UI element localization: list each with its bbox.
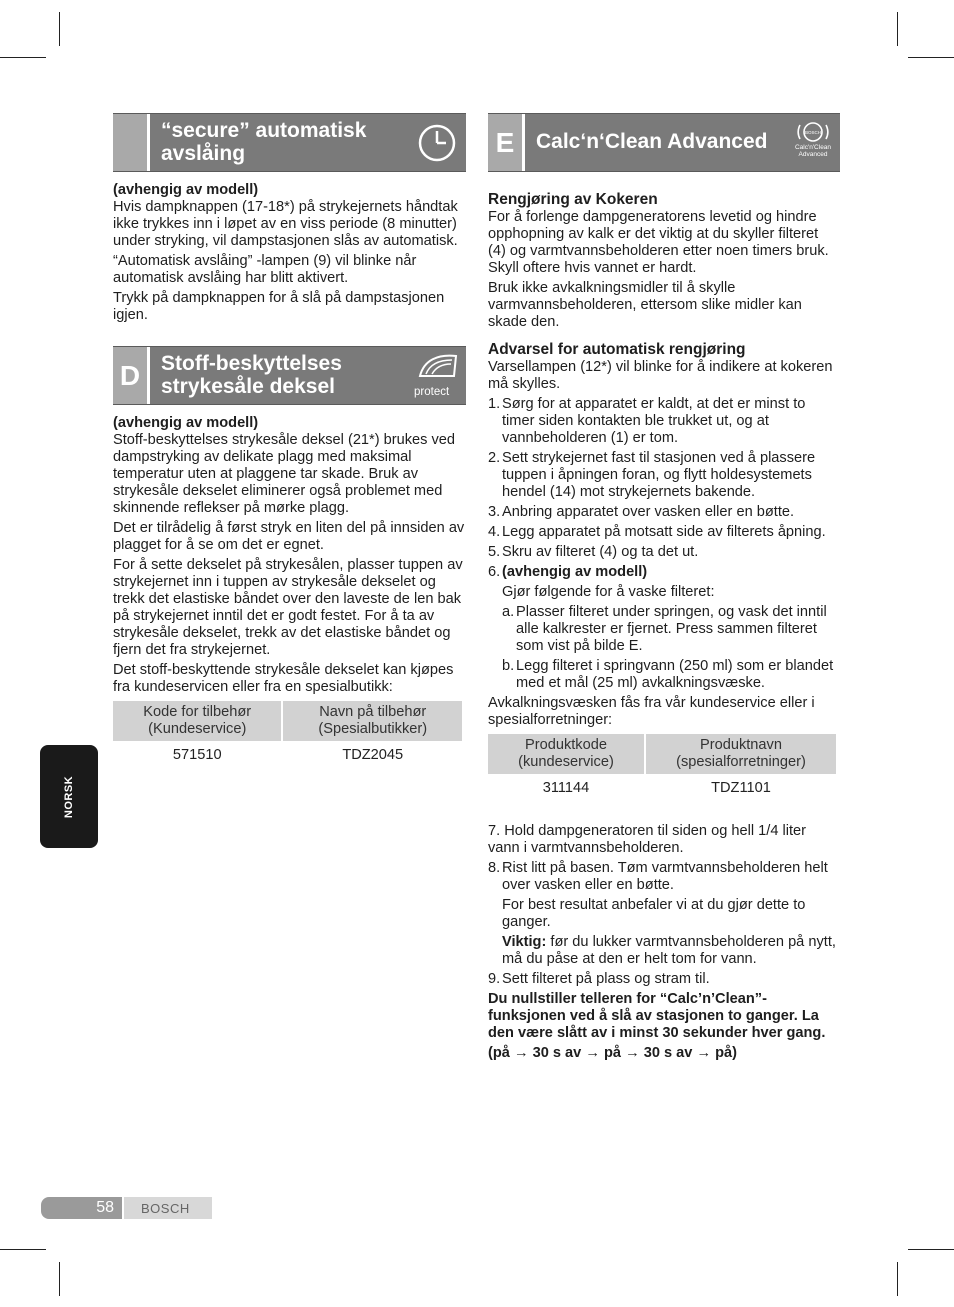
- paragraph: Avkalkningsvæsken fås fra vår kundeservice eller i spesialforretninger:: [488, 695, 815, 728]
- table-header-cell: Kode for tilbehør (Kundeservice): [113, 701, 281, 741]
- section-d-letter: D: [113, 347, 150, 404]
- model-note: (avhengig av modell): [113, 182, 259, 198]
- paragraph: Det stoff-beskyttende strykesåle dekselet kan kjøpes fra kundeservicen eller fra en spesialbutikk:: [113, 662, 454, 695]
- paragraph: For å forlenge dampgeneratorens levetid og hindre opphopning av kalk er det viktig at du skyller filteret (4) og varmtvannsbeholderen etter noen timers bruk. Skyll oftere hvis vannet er hardt.: [488, 209, 829, 276]
- subheading: Rengjøring av Kokeren: [488, 191, 658, 208]
- list-item: b. Legg filteret i springvann (250 ml) som er blandet med et mål (25 ml) avkalkningsvæske.: [502, 658, 834, 691]
- crop-mark: [908, 57, 954, 58]
- brand-badge: [124, 1197, 212, 1219]
- table-cell: TDZ2045: [342, 747, 404, 763]
- section-d-title-line2: strykesåle deksel: [161, 375, 335, 398]
- paragraph: 7. Hold dampgeneratoren til siden og hell 1/4 liter vann i varmtvannsbeholderen.: [488, 823, 807, 856]
- paragraph: Stoff-beskyttelses strykesåle deksel (21*) brukes ved dampstryking av delikate plagg med maksimal temperatur uten at plaggene tar skade. Bruk av strykesåle dekselet eliminerer også problemet med skinnende reflekser på mørke plagg.: [113, 432, 456, 516]
- list-item: 6. (avhengig av modell): [488, 564, 648, 580]
- crop-mark: [0, 57, 46, 58]
- table-cell: 311144: [542, 780, 590, 796]
- accessory-table: [111, 701, 464, 769]
- paragraph: Gjør følgende for å vaske filteret:: [502, 584, 715, 600]
- calc-icon-line1: Calc'n'Clean: [794, 144, 832, 151]
- section-e-header: [488, 113, 840, 172]
- page-number-badge: [41, 1197, 122, 1219]
- crop-mark: [897, 12, 898, 46]
- left-column: [113, 113, 466, 769]
- section-c-title-line1: “secure” automatisk: [161, 119, 367, 142]
- right-column: [488, 113, 840, 1062]
- section-d-title: [161, 352, 342, 398]
- reset-sequence: (på → 30 s av → på → 30 s av → på): [488, 1045, 738, 1061]
- section-d-title-line1: Stoff-beskyttelses: [161, 352, 342, 375]
- calc-icon-brand: BOSCH: [804, 130, 822, 135]
- paragraph: Varsellampen (12*) vil blinke for å indikere at kokeren må skylles.: [488, 359, 833, 392]
- crop-mark: [59, 12, 60, 46]
- paragraph: “Automatisk avslåing” -lampen (9) vil blinke når automatisk avslåing har blitt aktivert.: [113, 253, 417, 286]
- protect-label: protect: [414, 386, 450, 398]
- paragraph: For best resultat anbefaler vi at du gjør dette to ganger.: [502, 897, 806, 930]
- section-c-title: [161, 119, 366, 165]
- clock-icon: [414, 120, 460, 169]
- page-number: 58: [96, 1199, 114, 1216]
- list-item: 5. Skru av filteret (4) og ta det ut.: [488, 544, 699, 560]
- list-item: 1. Sørg for at apparatet er kaldt, at det er minst to timer siden kontakten ble trukket ut, og at vannbeholderen (1) er tom.: [488, 396, 806, 446]
- subheading: Advarsel for automatisk rengjøring: [488, 341, 746, 358]
- model-note: (avhengig av modell): [113, 415, 259, 431]
- brand-label: BOSCH: [141, 1201, 190, 1216]
- list-item: a. Plasser filteret under springen, og vask det inntil alle kalkrester er fjernet. Press sammen filteret som vist på bilde E.: [502, 604, 827, 654]
- descaler-table: [486, 734, 838, 802]
- section-d-header: [113, 346, 466, 405]
- list-item: 2. Sett strykejernet fast til stasjonen ved å plassere tuppen i åpningen foran, og flytt holdesystemets hendel (14) mot strykejernets bakende.: [488, 450, 816, 500]
- language-tab-label: NORSK: [63, 775, 75, 818]
- table-cell: TDZ1101: [711, 780, 771, 796]
- crop-mark: [0, 1249, 46, 1250]
- calc-n-clean-icon: [792, 120, 834, 166]
- crop-mark: [897, 1262, 898, 1296]
- section-c-letter: [113, 114, 150, 171]
- section-e-title: Calc‘n‘Clean Advanced: [536, 130, 768, 153]
- table-header-cell: Navn på tilbehør (Spesialbutikker): [283, 701, 462, 741]
- crop-mark: [908, 1249, 954, 1250]
- list-item: 3. Anbring apparatet over vasken eller en bøtte.: [488, 504, 795, 520]
- table-header-cell: Produktkode (kundeservice): [488, 734, 644, 774]
- reset-instruction: Du nullstiller telleren for “Calc’n’Clean”-funksjonen ved å slå av stasjonen to ganger. La den være slått av i minst 30 sekunder hver gang.: [488, 991, 826, 1041]
- section-c-header: [113, 113, 466, 172]
- table-cell: 571510: [172, 747, 222, 763]
- section-e-letter: E: [488, 114, 525, 171]
- list-item: 8. Rist litt på basen. Tøm varmtvannsbeholderen helt over vasken eller en bøtte.: [488, 860, 828, 893]
- section-c-title-line2: avslåing: [161, 142, 246, 165]
- paragraph: Viktig: før du lukker varmtvannsbeholderen på nytt, må du påse at den er helt tom for vann.: [502, 934, 836, 967]
- paragraph: For å sette dekselet på strykesålen, plasser tuppen av strykejernet inn i tuppen av strykesåle dekselet og trekk det elastiske båndet over den laveste de len bak på strykejernet inntil det er godt festet. For å ta av strykesåle dekselet, trekk av det elastiske båndet og fjern det fra strykejernet.: [113, 557, 463, 658]
- calc-icon-line2: Advanced: [798, 151, 828, 158]
- paragraph: Trykk på dampknappen for å slå på dampstasjonen igjen.: [113, 290, 445, 323]
- paragraph: Det er tilrådelig å først stryk en liten del på innsiden av plagget for å se om det er egnet.: [113, 520, 465, 553]
- paragraph: Bruk ikke avkalkningsmidler til å skylle varmvannsbeholderen, ettersom slike midler kan skade den.: [488, 280, 802, 330]
- list-item: 9. Sett filteret på plass og stram til.: [488, 971, 710, 987]
- table-header-cell: Produktnavn (spesialforretninger): [646, 734, 836, 774]
- protect-icon: [414, 350, 462, 400]
- crop-mark: [59, 1262, 60, 1296]
- paragraph: Hvis dampknappen (17-18*) på strykejernets håndtak ikke trykkes inn i løpet av en viss periode (8 minutter) under stryking, vil dampstasjonen slås av automatisk.: [113, 199, 458, 249]
- language-tab: [40, 745, 98, 848]
- list-item: 4. Legg apparatet på motsatt side av filterets åpning.: [488, 524, 826, 540]
